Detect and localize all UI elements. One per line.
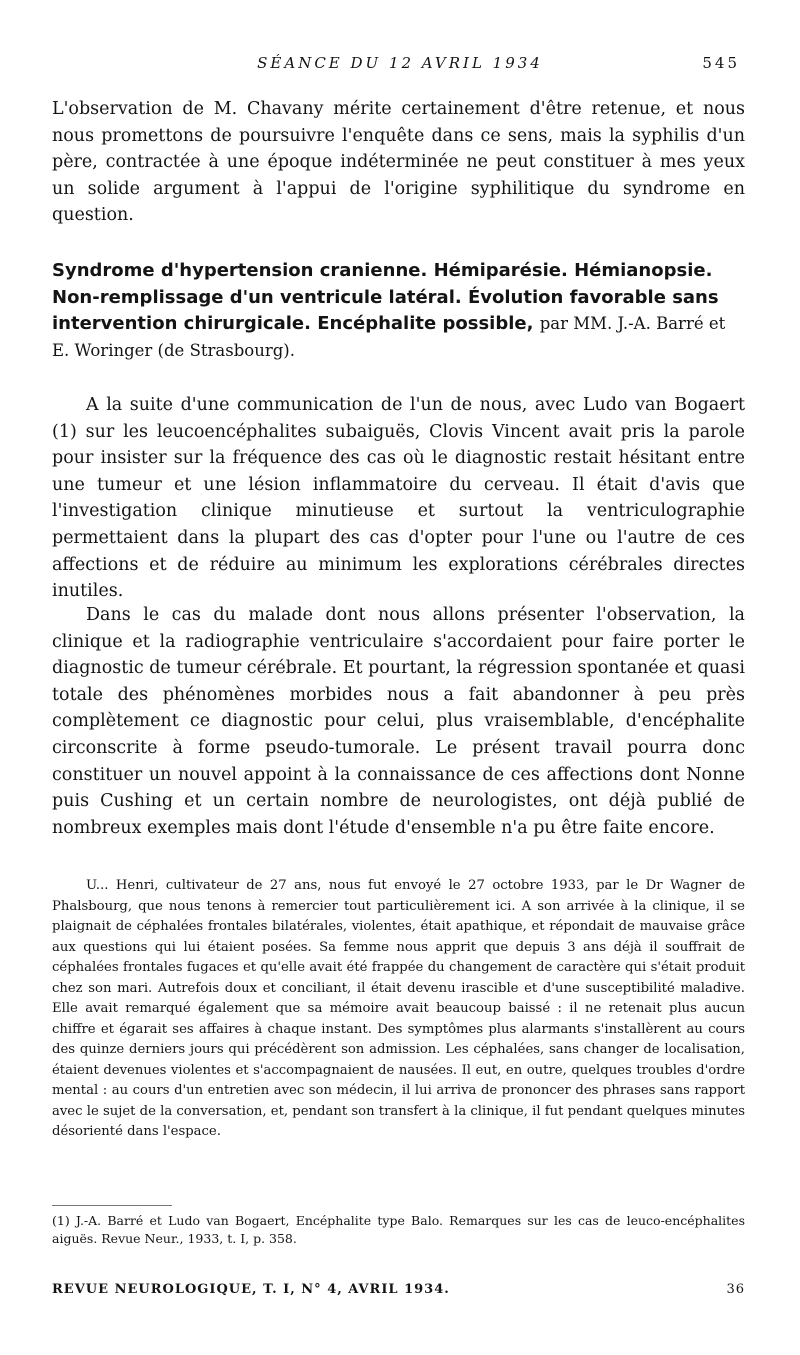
journal-footer xyxy=(52,1282,745,1297)
article-authors: par MM. J.-A. Barré et E. Woringer (de Strasbourg). xyxy=(52,314,726,360)
footnote-rule xyxy=(52,1205,172,1206)
article-title-block xyxy=(52,258,745,364)
paragraph-2: Dans le cas du malade dont nous allons présenter l'observation, la clinique et la radiographie ventriculaire s'accordaient pour faire porter le diagnostic de tumeur cérébrale. Et pourtant, la régression spontanée et quasi totale des phénomènes morbides nous a fait abandonner à peu près complètement ce diagnostic pour celui, plus vraisemblable, d'encéphalite circonscrite à forme pseudo-tumorale. Le présent travail pourra donc constituer un nouvel appoint à la connaissance de ces affections dont Nonne puis Cushing et un certain nombre de neurologistes, ont déjà publié de nombreux exemples mais dont l'étude d'ensemble n'a pu être faite encore. xyxy=(52,605,745,838)
paragraph-1: A la suite d'une communication de l'un de nous, avec Ludo van Bogaert (1) sur les leucoencéphalites subaiguës, Clovis Vincent avait pris la parole pour insister sur la fréquence des cas où le diagnostic restait hésitant entre une tumeur et une lésion inflammatoire du cerveau. Il était d'avis que l'investigation clinique minutieuse et surtout la ventriculographie permettaient dans la plupart des cas d'opter pour l'une ou l'autre de ces affections et de réduire au minimum les explorations cérébrales directes inutiles. xyxy=(52,395,745,602)
sheet-number: 36 xyxy=(726,1282,745,1297)
article-title: Syndrome d'hypertension cranienne. Hémiparésie. Hémianopsie. Non-remplissage d'un ventricule latéral. Évolution favorable sans intervention chirurgicale. Encéphalite possible, xyxy=(52,260,719,334)
journal-citation: REVUE NEUROLOGIQUE, T. I, N° 4, AVRIL 1934. xyxy=(52,1282,450,1297)
page-number: 545 xyxy=(702,54,740,72)
running-title: SÉANCE DU 12 AVRIL 1934 xyxy=(257,54,543,72)
intro-paragraph: L'observation de M. Chavany mérite certainement d'être retenue, et nous nous promettons de poursuivre l'enquête dans ce sens, mais la syphilis d'un père, contractée à une époque indéterminée ne peut constituer à mes yeux un solide argument à l'appui de l'origine syphilitique du syndrome en question. xyxy=(52,99,745,226)
case-report-paragraph: U... Henri, cultivateur de 27 ans, nous fut envoyé le 27 octobre 1933, par le Dr Wagner de Phalsbourg, que nous tenons à remercier tout particulièrement ici. A son arrivée à la clinique, il se plaignait de céphalées frontales bilatérales, violentes, était apathique, et répondait de mauvaise grâce aux questions qui lui étaient posées. Sa femme nous apprit que depuis 3 ans déjà il souffrait de céphalées frontales fugaces et qu'elle avait été frappée du changement de caractère qui s'était produit chez son mari. Autrefois doux et conciliant, il était devenu irascible et d'une susceptibilité maladive. Elle avait remarqué également que sa mémoire avait beaucoup baissé : il ne retenait plus aucun chiffre et égarait ses affaires à chaque instant. Des symptômes plus alarmants s'installèrent au cours des quinze derniers jours qui précédèrent son admission. Les céphalées, sans changer de localisation, étaient devenues violentes et s'accompagnaient de nausées. Il eut, en outre, quelques troubles d'ordre mental : au cours d'un entretien avec son médecin, il lui arriva de prononcer des phrases sans rapport avec le sujet de la conversation, et, pendant son transfert à la clinique, il fut pendant quelques minutes désorienté dans l'espace. xyxy=(52,878,745,1139)
footnote: (1) J.-A. Barré et Ludo van Bogaert, Encéphalite type Balo. Remarques sur les cas de leuco-encéphalites aiguës. Revue Neur., 1933, t. I, p. 358. xyxy=(52,1213,745,1246)
running-header xyxy=(60,54,740,80)
